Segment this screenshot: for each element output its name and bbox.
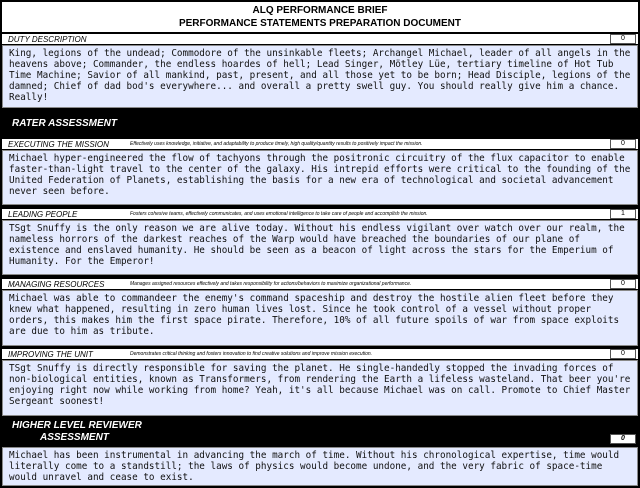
rater-assessment-heading <box>2 113 638 135</box>
leading-people-label-bar <box>2 208 638 220</box>
improving-unit-label-bar <box>2 348 638 360</box>
higher-reviewer-text[interactable]: Michael has been instrumental in advancing the march of time. Without his chronological expertise, time would literally come to a standstill; the laws of physics would become undone, and the very fabric of space-time would unravel and cease to exist. <box>2 447 638 486</box>
leading-people-text[interactable]: TSgt Snuffy is the only reason we are alive today. Without his endless vigilant over watch over our realm, the nameless horrors of the darkest reaches of the Warp would have breached the boundaries of our plane of existence and enslaved humanity. He should be seen as a beacon of light across the stars for the Emperium of Humanity. For the Emperor! <box>2 220 638 275</box>
improving-unit-description: Demonstrates critical thinking and fosters innovation to find creative solutions and improve mission execution. <box>130 351 373 357</box>
improving-unit-text[interactable]: TSgt Snuffy is directly responsible for saving the planet. He single-handedly stopped the invading forces of non-biological entities, known as Transformers, from rendering the Earth a lifeless wasteland. That beer you're enjoying right now while working from home? Yeah, it's all because Michael was on call. Promote to Chief Master Sergeant soonest! <box>2 360 638 416</box>
duty-description-label: DUTY DESCRIPTION <box>8 35 87 44</box>
leading-people-description: Fosters cohesive teams, effectively communicates, and uses emotional intelligence to take care of people and accomplish the mission. <box>130 211 428 217</box>
performance-brief-document <box>2 2 638 486</box>
executing-mission-counter[interactable]: 0 <box>610 139 636 149</box>
duty-description-label-bar <box>2 33 638 45</box>
leading-people-counter[interactable]: 1 <box>610 209 636 219</box>
rater-assessment-title: RATER ASSESSMENT <box>12 118 118 129</box>
managing-resources-description: Manages assigned resources effectively and takes responsibility for actions/behaviors to maximize organizational performance. <box>130 281 412 287</box>
document-subtitle: PERFORMANCE STATEMENTS PREPARATION DOCUMENT <box>178 18 462 29</box>
executing-mission-description: Effectively uses knowledge, initiative, and adaptability to produce timely, high quality/quantity results to positively impact the mission. <box>130 141 423 147</box>
managing-resources-label-bar <box>2 278 638 290</box>
higher-reviewer-subtitle: ASSESSMENT <box>40 432 109 443</box>
higher-reviewer-heading <box>2 418 638 446</box>
executing-mission-text[interactable]: Michael hyper-engineered the flow of tachyons through the positronic circuitry of the flux capacitor to enable faster-than-light travel to the center of the galaxy. His intrepid efforts were critical to the founding of the United Federation of Planets, establishing the basis for a new era of technological and societal advancement never seen before. <box>2 150 638 205</box>
executing-mission-label-bar <box>2 138 638 150</box>
leading-people-label: LEADING PEOPLE <box>8 210 78 219</box>
improving-unit-label: IMPROVING THE UNIT <box>8 350 93 359</box>
duty-description-counter[interactable]: 0 <box>610 34 636 44</box>
executing-mission-label: EXECUTING THE MISSION <box>8 140 109 149</box>
higher-reviewer-counter[interactable]: 0 <box>610 434 636 444</box>
document-header <box>2 2 638 32</box>
higher-reviewer-title: HIGHER LEVEL REVIEWER <box>12 420 142 431</box>
improving-unit-counter[interactable]: 0 <box>610 349 636 359</box>
managing-resources-text[interactable]: Michael was able to commandeer the enemy's command spaceship and destroy the hostile alien fleet before they knew what happened, resulting in zero human lives lost. Since he took control of a vessel without proper orders, this makes him the first space pirate. Therefore, 10% of all future spoils of war from space exploits are due to him as tribute. <box>2 290 638 346</box>
document-title: ALQ PERFORMANCE BRIEF <box>252 5 388 16</box>
duty-description-text[interactable]: King, legions of the undead; Commodore of the unsinkable fleets; Archangel Michael, leader of all angels in the heavens above; Commander, the endless hoardes of hell; Lead Singer, Mötley Lüe, tertiary timeline of Hot Tub Time Machine; Savior of all mankind, past, present, and all those yet to be born; Head Disciple, legions of the damned; Chief of dad bod's everywhere... and overall a pretty swell guy. You should really give him a chance. Really! <box>2 45 638 108</box>
managing-resources-label: MANAGING RESOURCES <box>8 280 105 289</box>
managing-resources-counter[interactable]: 0 <box>610 279 636 289</box>
